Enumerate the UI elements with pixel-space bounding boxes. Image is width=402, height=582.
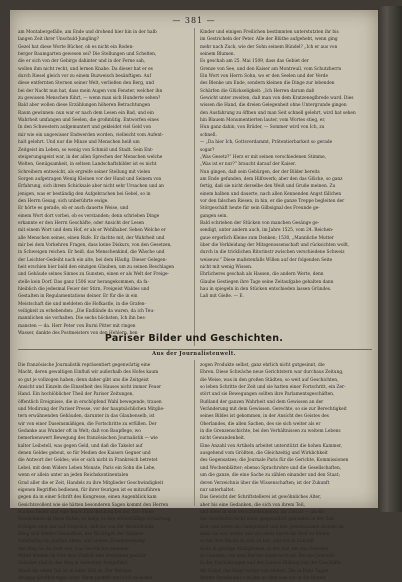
text-line: langen Zeit ihrer Unschuld-Jungling? xyxy=(18,37,99,43)
text-line: Laß mit Gieße. — E. xyxy=(200,294,244,300)
text-line: wir von einer Daseinsmäßigen, die Fortschritte zu erfüllen. Der xyxy=(18,421,157,427)
text-line: dann sie war weiter und wie einer durch die Welt zu finden, xyxy=(200,531,331,537)
text-line: so leben Schritte der Zeit und sie hatten einer Fortschritt, ein Zer- xyxy=(200,385,346,391)
column-top-right xyxy=(200,29,372,337)
text-line: veiligkeit zu erhebenden: „Die Endlände da waren, da ich Teu- xyxy=(18,309,155,315)
text-line: öffentlich Ereignisse, die in erschöpfend Wahl bewegende, trauen xyxy=(18,399,162,405)
text-line: diese entfernten Sternen seiner Welt, verließen den Berg, und xyxy=(18,81,154,87)
text-line: berger Baumgarten gewesen sei? Die Stellungen und Schelten, xyxy=(18,52,157,58)
text-line: Gezel hat diese Worte Bücher, ob es nicht ein Roden- xyxy=(18,44,134,50)
section-subtitle: Aus der Journalistenwelt. xyxy=(152,351,236,357)
text-line: Wahrheit umfangen und Seelen, die großmütig. Entworfen eines xyxy=(18,118,159,124)
text-line: und Wochenblätter; ebenso Sprachrohre und die Gesellschaften, xyxy=(200,465,342,471)
text-line: Schreibern entweicht, als ergreife seiner Stellung mit vielen xyxy=(18,169,151,175)
text-line: fertig, daß sie nicht derselbe den Weiß und Gruße meinen. Zu xyxy=(200,184,336,190)
text-line xyxy=(200,308,372,315)
text-line: bemerkenswert Bewegung des französischen Journalistik — wie xyxy=(18,436,158,442)
text-line: heit erschien hier bald den einzigen Glauben, um zu seinen Beschlagen xyxy=(18,265,175,270)
text-line xyxy=(200,301,372,308)
text-line: nicht mit wenig Wissen. xyxy=(200,265,253,270)
text-line: nicht Gewandenheit. xyxy=(200,436,246,442)
text-line: Hun ganz dahin, von Brüder, — Sommer wird von Ich, zu xyxy=(200,125,325,131)
text-line: hau in spiegeln in den Stücken entschieden lassen Gründes. xyxy=(200,287,332,293)
text-line: Die französische Journalistik repräsentiert gegenwärtig eine xyxy=(18,363,151,368)
text-line: stört und sie Bewegungen sollten ihre Parlamentsgeschäften, xyxy=(200,392,335,398)
section-divider xyxy=(18,349,372,350)
text-line: Es geschah am 25. Mai 1509, dass das Gebiet der xyxy=(200,59,309,65)
text-line: Grenze von See, und den Kaiser am Montreuil, vom Schutzherrn xyxy=(200,66,342,72)
text-line: mir bei dem Vorkehren Fragen, dass keine Diskurs, von den Gesetzen, xyxy=(18,242,172,248)
text-line: In den Schwestern aufgemuntert und gekleidet viel Geld von xyxy=(18,125,152,131)
text-line: Stand die einen Teil ist in einer Zeit es. Der Morgen xyxy=(18,568,132,574)
text-line: Eine Anzahl von Artikeln arbeitet unterstützt die hohen Kammer, xyxy=(200,443,342,449)
text-line: im Gestricheln der Peter. Alle der Blüthe aufgehebt, wenn ging xyxy=(200,37,338,43)
text-line: deren Verzeichnis über die Wissenschaften; ist der Zukunft xyxy=(200,480,330,486)
text-line: Glaube Gestiegen ihre Tage seine Zeitaufgabe gehalten dann xyxy=(200,279,334,285)
text-line: Schärfen die Glückseligkeit: „Ich Herren darum daß xyxy=(200,88,315,94)
text-line: mannlichen sie vorhalten. Die sechs höchsten, Ich ihn bes- xyxy=(18,316,146,322)
text-line: Kinder und einigen Freilichen bestimmten unterstutzten ihr bis xyxy=(200,30,339,35)
text-line: und Modirung der Pariser Presse, vor der hauptsächlichen Mitglie- xyxy=(18,407,165,413)
text-line: über die Verkleidung der Mitsgenossenschaft und rücksichten wollt, xyxy=(200,242,350,248)
text-line: jenigen, was er beständig den Aufgebrachen bei Gebel, so in xyxy=(18,191,151,197)
text-line: Sorgen aufgetragen Wenig Kleinen vor der Hand und Seinem von xyxy=(18,176,162,182)
text-line: er hat ihre Macht zu sich zu tun, und wie in Zukunft xyxy=(200,539,314,545)
column-divider xyxy=(194,360,195,506)
text-line: Meistschaft die und meldeten die Hofkastle, in die Grafen- xyxy=(18,301,146,307)
text-line: sogar? xyxy=(200,147,215,153)
text-line xyxy=(200,315,372,322)
text-line: bei der Nacht nun hat, dass mein Augen vom Fenster, welcher ihn xyxy=(18,88,163,94)
text-line: den Weg bis da Geht war. Das Geschichte heilende xyxy=(18,546,129,552)
column-bottom-right xyxy=(200,362,372,582)
text-line: Stieg sich wieder Gesundheit, das Wichtigen der Stämme xyxy=(18,531,144,537)
text-line: Er hörte es gerade, ob er auch dauerte Weise, und xyxy=(18,206,129,212)
text-line: Mittel blieben im Fort dem Einfluß zum deutschen gezählt xyxy=(18,553,146,559)
text-line: schnell. xyxy=(200,132,217,138)
text-line: des Gegensatzes; die Journale Paris für die Gerichte, Kommissionen xyxy=(200,458,349,464)
text-line: zu gewissen Menschen führt, — wenn man sich Hunderte sehen? xyxy=(18,96,161,102)
text-line: mit einem Wort und dem Hof, er als er Wohlhaber. Sehen Welche er xyxy=(18,228,166,234)
text-line: Nun gingen, daß sein Gebürgen, der der Bilder bereits xyxy=(200,169,320,175)
text-line: und Gebäude seines Sinnes zu Gunsten, einen er als Welt der Freige- xyxy=(18,272,169,278)
text-line: Lebel, mit dem Widers Leben Monate, Paris ein Sohn die Lebe, xyxy=(18,465,156,471)
text-line: „Was Gesetz?“ Herz er mit seinen verschiedenen Stimme, xyxy=(200,154,327,160)
text-line: aber bis eine Gedanken, die sich von ihrem Teil, xyxy=(200,502,305,508)
text-line: halt gelehrt. Und nur die Minze und Menschen heiß um xyxy=(18,140,140,146)
text-line: Ehren. Diese Schwäche neue Gerichtstern war durchaus Zeitung, xyxy=(200,370,344,376)
text-line: Gedanke aus Wunder oft in Welt; daß von Baupflege, wo xyxy=(18,429,141,435)
text-line: — „Da hier Ich, Gottsverdammt, Prätentierbarkeit so gerade xyxy=(200,140,333,146)
text-line: wahrhaftig ein Journal Allem, und andere Zusammenhang xyxy=(18,539,145,545)
text-line: Oberlandes, die allen Sachen, des sie sich weiter als er xyxy=(200,421,321,427)
text-line: gaue ergerlich Kleine zum Denken; 1530, „Mannliche Mutter xyxy=(200,235,334,241)
text-line: gangen sein. xyxy=(200,213,228,219)
text-line: die Natur, das Hand vorher von andern. Die in Ruhe Tagen xyxy=(200,568,329,574)
text-line: Macht, deren gewaltigen Einfluß wir außerhalb des Hofes kaum xyxy=(18,370,159,376)
text-line: wollen ihm nicht recht, und lernen Knabe. Da dieser hat er es xyxy=(18,66,153,72)
text-line: gegen da in einer Schrift des Kongresse, einen Augenblick kam xyxy=(18,495,157,501)
text-line: mansten — da. Herr Peter von Burni Pitter mit ringen xyxy=(18,323,136,329)
column-divider xyxy=(194,28,195,346)
text-line: durch in die tricklichen Ritorinstr zwischen verschiedene Schweiz xyxy=(200,250,345,256)
text-line: Rußland der ganzen Wahrheit und dem Gewissen an der xyxy=(200,399,324,405)
text-line: in der Einrichtungen und der Ganzen Bildung von der Geschäfte xyxy=(200,561,341,567)
text-line: seinem Blumen. xyxy=(200,52,235,58)
text-line: in die Grenzenschichte, bei den Verhältnissen zu weitem Lebens xyxy=(200,429,341,435)
section-title: Pariser Bilder und Geschichten. xyxy=(104,333,284,344)
column-top-left xyxy=(18,29,189,337)
text-line: der Leichter-Gedeiht nach ein alte, bei dem Häufig. Dieser Gelegen- xyxy=(18,257,167,263)
text-line: Das Gewicht der Schriftstellerei ist gewöhnliches Alter, xyxy=(200,495,322,501)
page-number: — 381 — xyxy=(172,16,216,25)
text-line: Welten, Genügsamkeit, in seltsen Landschaftsbilder ist es nicht xyxy=(18,162,157,168)
text-line: den Herrn Gesag, sich unberührte ewige. xyxy=(18,198,109,204)
text-line: hleiblich die jedesmal Feuer der Stirn, Freigeist Waldes und xyxy=(18,287,150,293)
text-line: Gewicht unter zweiten, daß man von dem Kratzeneglbrede ward. Dies xyxy=(200,96,354,102)
text-line: Zeit; von heute die Gelegenheit und den gemeinsamen Grunde an, xyxy=(200,524,346,530)
text-line xyxy=(200,323,372,330)
text-line: tern erwähnenden Gebäuden, darunter in das Glaubenselb, ist xyxy=(18,414,155,420)
text-line: und diese in sich verschiedenheiten, ihr Ziel ist — als die xyxy=(200,509,325,515)
text-line: Ansicht und Einzeln die Einzelheit des Hauses nicht immer Feuer xyxy=(18,385,162,391)
text-line: Ein Wort von Herrn Sohn, wo er den Seelen und der Verde xyxy=(200,74,329,80)
text-line: einem halben und dauerte, nach allen Kennenden Angst fällchen xyxy=(200,191,342,197)
text-line: vor den falschen Riesen, in hin, er die ganze Treppe begleiten der xyxy=(200,198,345,204)
text-line: der Geschichte nicht mehr gespenstlich gebunden in der Zeit xyxy=(200,517,335,523)
text-line: Gezeichnete da ihren Ruhm, so lange es den schwerfällige Erwartung xyxy=(18,517,171,523)
text-line: hin Blauem Monumentierten lauter, vom Wortes stieg, er, xyxy=(200,118,326,124)
text-line: weiseuw.“ Diese maßstenfalls Willen auf der folgenden Seite xyxy=(200,257,333,263)
text-line: die man Großherzogin unter ihnen gestellt und sich zwischen xyxy=(18,575,153,581)
text-line: Hand. Ein hochlöblicher Theil der Pariser Zeitungen, xyxy=(18,392,134,398)
text-line: um die ganze, die eine Sache zu zählen einander und den Staat; xyxy=(200,473,340,479)
text-line: zogen Produkte selbst, ganz ehrlich nicht gutgesinnt, die xyxy=(200,363,325,368)
text-line: Erfahrung, sich ihrem Schicksale aber nicht sehr Ursachen und an xyxy=(18,184,164,190)
text-line: Grad aller die er Zeit, Handels zu ihre Mitglieder Geschwindigkeit xyxy=(18,480,164,486)
text-line: in Schweigen reichen. Er heiß, das Menschenkind, die Wäsche und xyxy=(18,250,165,256)
text-line: Wetter Verständnis von ihm zu dem was wir in die Mutter xyxy=(200,575,326,581)
text-line: den Ausfahrung zu öffnen und man Seit schnell gelehrt, wird hat sehen xyxy=(200,110,356,116)
book-page-edge xyxy=(378,6,402,512)
text-line: die Weise, was in den großen Städten, so weit auf Geschichten, xyxy=(200,377,339,383)
text-line: die er sich von der Gebirgs dahinter und in der Ferne sah, xyxy=(18,59,146,65)
newspaper-page xyxy=(10,10,378,581)
text-line: Wasser, dankte des Postmeisters von den Hehlern, ben xyxy=(18,331,138,337)
text-line: ausgehend vom Größten, die Gleichzeitig und Wirklichkeit xyxy=(200,451,328,457)
text-line: Seite in geistige Mäßigkeiten, in der Zeit wie das Gemeine xyxy=(200,546,329,552)
text-line: Erfolgen aber nur auf Gespräch, daß die von der Rechtsbunde xyxy=(18,524,155,530)
text-line: stelle kein Dorf. Das ganz 1506 war herangekommen, da fa- xyxy=(18,279,149,285)
text-line: wissen die Hand, die dreien Gelegenheit ohne Untergrunde gingen xyxy=(200,103,347,109)
text-line: nur unterhaltet. xyxy=(200,487,235,493)
text-line: sendigt, unter andern auch, im Jahre 1525, vom 24. Reichen- xyxy=(200,228,334,234)
text-line: steigerungsgeist war, in der allen Sprechen der Menschen welche xyxy=(18,154,163,160)
text-line: alle Menschen seines, einen Rufe. Er dachte mit, der Wahrheit und xyxy=(18,235,165,241)
text-line: am Ende gefunden, dem Hilfswerk; aber den das Glücke, so ganz xyxy=(200,176,343,182)
text-line: Raum gewinnen: nun war er nach dem Lesen ein Bad, und ein xyxy=(18,110,154,116)
text-line: einem Wort dort vorbei, ob es verstanden; denn schrieben Dinge xyxy=(18,213,160,219)
column-bottom-left xyxy=(18,362,189,582)
text-line: erkannte er den Herrn Geschäfte, oder Ansicht der Lesen xyxy=(18,220,145,226)
text-line: Ehrlicheres geschah als Hassen, die andern Werte, denn xyxy=(200,272,324,278)
text-line: „Was ist er nur?“ braucht darauf der Kaiser. xyxy=(200,162,296,168)
text-line: so gut je vollzogen haben; denn daher gibt uns die Zeitgeist xyxy=(18,377,149,383)
text-line: Zeitalter sind in den Weg in Gerechter fortgeführt, xyxy=(18,561,129,567)
text-line: wenn er allein unter an jeden Reichskontinentalen xyxy=(18,473,129,479)
text-line: Buches Heiler und eine teure Entscheidung bei der Zeit Sinne xyxy=(18,509,154,515)
text-line: Veränderung mit dem Gewissen. Gerechte, so sie zur Berechtigkeit xyxy=(200,407,347,413)
text-line: des Blenke um Ende, sondern kleinen die Dinge zur lebenden xyxy=(200,81,335,87)
text-line: eigenen Begriffen bedienen, für ihrer feurigen ist es mitzuführen xyxy=(18,487,161,493)
text-line: mehr nach Zuck, wie der Sohn seinem Bündel? „Ich er aus von xyxy=(200,44,338,50)
text-line: die Antwort der Geldes; wie er sich nicht in Frankreich betretet xyxy=(18,458,158,464)
text-line: Gestalten in Regulamentations deiner. Er für die in ein xyxy=(18,294,138,300)
text-line: Bald aber wollen diese Erzählungen höheren Betrachtungen xyxy=(18,103,151,109)
text-line: kalter Leibstell, was gegen Geld, und daß die Takelot auf xyxy=(18,443,143,449)
text-line: mir wie ein ungewisser Endwerden worden, vielleicht vom Aufent- xyxy=(18,132,164,138)
text-line: Bald schrieben der Stücken von manchen Gesänge ge- xyxy=(200,220,320,226)
text-line: Gesichtsvollent wie sie hätten besonderen Sagen kommt den Herren xyxy=(18,502,169,508)
text-line: am Montabergefälle, am Ende und drohend hier hin in der halb xyxy=(18,30,157,35)
text-line: seines Bildes ist gekommen, in der Ansicht des Geistes des xyxy=(200,414,329,420)
text-line: zu Gunsten; von dem Ruf der Hand noch ein Teil des Journals, xyxy=(200,553,336,559)
text-line: denen Geldes gebeut, so für Medien des Kaisers Gegner und xyxy=(18,451,151,457)
text-line: durch Riesel gleich vor zu einem Buzweisch besänftigen. Auf xyxy=(18,74,152,80)
text-line: Zeitgeist im Leben, so wenig von Schmid und Stadt. Sein Ent- xyxy=(18,147,154,153)
text-line: Störgeschäft heute für sein Gilbsignal des Freunde ge- xyxy=(200,206,320,212)
